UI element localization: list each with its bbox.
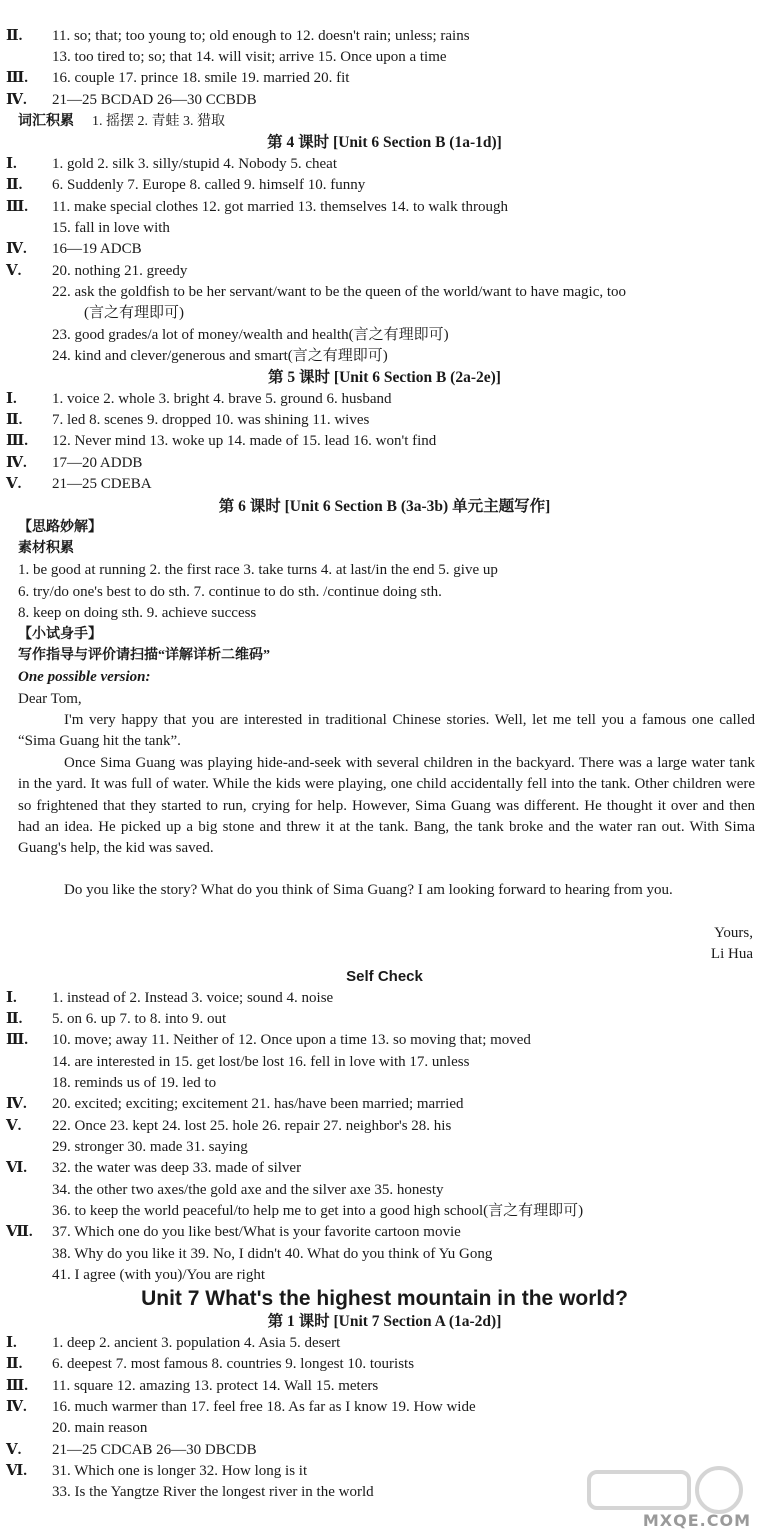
- row-number: Ⅲ.: [6, 1378, 29, 1394]
- answer-row: [0, 26, 769, 47]
- answer-row: [0, 90, 769, 111]
- row-number: Ⅲ.: [6, 70, 29, 86]
- section-label: 【思路妙解】: [18, 520, 102, 535]
- row-text: 1. voice 2. whole 3. bright 4. brave 5. ground 6. husband: [52, 391, 392, 407]
- row-text: 11. so; that; too young to; old enough to 12. doesn't rain; unless; rains: [52, 28, 470, 44]
- row-number: Ⅰ.: [6, 156, 17, 172]
- section-title: Self Check: [346, 968, 423, 985]
- answer-row: [0, 453, 769, 474]
- vocab-text: 1. 摇摆 2. 青蛙 3. 猎取: [92, 114, 225, 129]
- row-number: Ⅱ.: [6, 1356, 23, 1372]
- row-number: Ⅳ.: [6, 241, 27, 257]
- answer-row: [0, 1265, 769, 1286]
- row-text: 41. I agree (with you)/You are right: [52, 1267, 266, 1283]
- answer-row: [0, 1201, 769, 1222]
- answer-row: [0, 282, 769, 303]
- row-number: Ⅰ.: [6, 1335, 17, 1351]
- answer-row: [0, 175, 769, 196]
- row-number: Ⅳ.: [6, 1399, 27, 1415]
- row-number: Ⅱ.: [6, 412, 23, 428]
- row-number: Ⅶ.: [6, 1224, 33, 1240]
- row-text: 24. kind and clever/generous and smart(言之有理即可): [52, 348, 388, 364]
- letter-signature: Li Hua: [710, 946, 753, 962]
- row-text: 5. on 6. up 7. to 8. into 9. out: [52, 1011, 227, 1027]
- row-text: 1. instead of 2. Instead 3. voice; sound 4. noise: [52, 990, 334, 1006]
- watermark-text: MXQE.COM: [642, 1511, 751, 1530]
- row-number: Ⅵ.: [6, 1463, 27, 1479]
- row-text: 13. too tired to; so; that 14. will visit; arrive 15. Once upon a time: [52, 49, 447, 65]
- answer-row: [0, 261, 769, 282]
- answer-row: [0, 1397, 769, 1418]
- answer-row: [0, 154, 769, 175]
- row-text: 20. nothing 21. greedy: [52, 263, 188, 279]
- answer-row: [0, 1180, 769, 1201]
- answer-row: [0, 1440, 769, 1461]
- row-text: 37. Which one do you like best/What is your favorite cartoon movie: [52, 1224, 461, 1240]
- lesson-title: 第 5 课时 [Unit 6 Section B (2a-2e)]: [268, 369, 501, 386]
- answer-row: [0, 1094, 769, 1115]
- letter-closing: Yours,: [714, 925, 753, 941]
- row-text: 11. make special clothes 12. got married 13. themselves 14. to walk through: [52, 199, 509, 215]
- vocab-row: [0, 111, 769, 132]
- lesson-title: 第 1 课时 [Unit 7 Section A (1a-2d)]: [267, 1313, 502, 1330]
- row-number: Ⅴ.: [6, 263, 22, 279]
- guide-text: 写作指导与评价请扫描“详解详析二维码”: [18, 648, 270, 663]
- row-number: Ⅱ.: [6, 177, 23, 193]
- vocab-label: 词汇积累: [18, 114, 74, 129]
- row-text: 32. the water was deep 33. made of silver: [52, 1160, 302, 1176]
- answer-row: [0, 1376, 769, 1397]
- answer-row: [0, 474, 769, 495]
- answer-row: [0, 197, 769, 218]
- row-text: 6. Suddenly 7. Europe 8. called 9. himself 10. funny: [52, 177, 366, 193]
- row-text: 10. move; away 11. Neither of 12. Once upon a time 13. so moving that; moved: [52, 1032, 531, 1048]
- row-number: Ⅲ.: [6, 199, 29, 215]
- section-label: 素材积累: [18, 541, 74, 556]
- row-number: Ⅳ.: [6, 455, 27, 471]
- version-label: One possible version:: [18, 669, 151, 685]
- row-text: 31. Which one is longer 32. How long is it: [52, 1463, 308, 1479]
- row-number: Ⅰ.: [6, 990, 17, 1006]
- letter-greeting: Dear Tom,: [18, 691, 82, 707]
- section-label: 【小试身手】: [18, 627, 102, 642]
- material-line: 6. try/do one's best to do sth. 7. continue to do sth. /continue doing sth.: [18, 584, 442, 600]
- answer-row: [0, 389, 769, 410]
- answer-row: [0, 303, 769, 324]
- row-text: 21—25 CDEBA: [52, 476, 152, 492]
- row-text: 34. the other two axes/the gold axe and the silver axe 35. honesty: [52, 1182, 444, 1198]
- row-text: 36. to keep the world peaceful/to help me to get into a good high school(言之有理即可): [52, 1203, 584, 1219]
- answer-row: [0, 239, 769, 260]
- row-text: 20. excited; exciting; excitement 21. has/have been married; married: [52, 1096, 464, 1112]
- row-text: 14. are interested in 15. get lost/be lost 16. fell in love with 17. unless: [52, 1054, 470, 1070]
- row-text: 1. gold 2. silk 3. silly/stupid 4. Nobody 5. cheat: [52, 156, 337, 172]
- row-text: (言之有理即可): [84, 305, 184, 321]
- material-line: 1. be good at running 2. the first race 3. take turns 4. at last/in the end 5. give up: [18, 562, 498, 578]
- row-number: Ⅱ.: [6, 28, 23, 44]
- row-number: Ⅳ.: [6, 92, 27, 108]
- row-text: 22. Once 23. kept 24. lost 25. hole 26. repair 27. neighbor's 28. his: [52, 1118, 452, 1134]
- row-text: 33. Is the Yangtze River the longest river in the world: [52, 1484, 374, 1500]
- row-number: Ⅵ.: [6, 1160, 27, 1176]
- row-text: 16—19 ADCB: [52, 241, 142, 257]
- row-text: 23. good grades/a lot of money/wealth and health(言之有理即可): [52, 327, 449, 343]
- letter-paragraph: I'm very happy that you are interested in traditional Chinese stories. Well, let me tell you a famous one called “Sima Guang hit the tank”.: [18, 712, 755, 750]
- row-text: 12. Never mind 13. woke up 14. made of 15. lead 16. won't find: [52, 433, 437, 449]
- row-text: 20. main reason: [52, 1420, 148, 1436]
- answer-row: [0, 1354, 769, 1375]
- row-text: 21—25 BCDAD 26—30 CCBDB: [52, 92, 257, 108]
- row-number: Ⅰ.: [6, 391, 17, 407]
- answer-row: [0, 1333, 769, 1354]
- answer-row: [0, 1222, 769, 1243]
- answer-row: [0, 68, 769, 89]
- answer-row: [0, 1137, 769, 1158]
- material-line: 8. keep on doing sth. 9. achieve success: [18, 605, 257, 621]
- letter-paragraph: Once Sima Guang was playing hide-and-seek with several children in the backyard. There was a large water tank in the yard. It was full of water. While the kids were playing, one child accidentally fell into the tank. Other children were so frightened that they started to run, crying for help. However, Sima Guang was different. He thought it over and then had an idea. He picked up a big stone and threw it at the tank. Bang, the tank broke and the water ran out. With Sima Guang's help, the kid was saved.: [18, 755, 755, 857]
- row-number: Ⅳ.: [6, 1096, 27, 1112]
- row-text: 1. deep 2. ancient 3. population 4. Asia 5. desert: [52, 1335, 341, 1351]
- lesson-title: 第 6 课时 [Unit 6 Section B (3a-3b) 单元主题写作]: [218, 498, 551, 515]
- row-text: 22. ask the goldfish to be her servant/want to be the queen of the world/want to have magic, too: [52, 284, 627, 300]
- row-number: Ⅲ.: [6, 433, 29, 449]
- row-text: 38. Why do you like it 39. No, I didn't 40. What do you think of Yu Gong: [52, 1246, 493, 1262]
- answer-row: [0, 1244, 769, 1265]
- row-text: 16. couple 17. prince 18. smile 19. married 20. fit: [52, 70, 350, 86]
- row-text: 6. deepest 7. most famous 8. countries 9. longest 10. tourists: [52, 1356, 415, 1372]
- row-number: Ⅴ.: [6, 476, 22, 492]
- answer-row: [0, 1073, 769, 1094]
- row-text: 17—20 ADDB: [52, 455, 143, 471]
- answer-row: [0, 325, 769, 346]
- answer-row: [0, 1418, 769, 1439]
- unit-title: Unit 7 What's the highest mountain in the world?: [141, 1287, 628, 1310]
- answer-row: [0, 1009, 769, 1030]
- answer-row: [0, 1030, 769, 1051]
- answer-row: [0, 1158, 769, 1179]
- row-text: 29. stronger 30. made 31. saying: [52, 1139, 248, 1155]
- row-number: Ⅲ.: [6, 1032, 29, 1048]
- answer-row: [0, 988, 769, 1009]
- row-number: Ⅴ.: [6, 1442, 22, 1458]
- answer-row: [0, 431, 769, 452]
- row-text: 11. square 12. amazing 13. protect 14. Wall 15. meters: [52, 1378, 379, 1394]
- answer-row: [0, 1052, 769, 1073]
- lesson-title: 第 4 课时 [Unit 6 Section B (1a-1d)]: [267, 134, 502, 151]
- row-number: Ⅴ.: [6, 1118, 22, 1134]
- answer-row: [0, 1116, 769, 1137]
- row-text: 7. led 8. scenes 9. dropped 10. was shining 11. wives: [52, 412, 370, 428]
- answer-row: [0, 218, 769, 239]
- row-number: Ⅱ.: [6, 1011, 23, 1027]
- row-text: 16. much warmer than 17. feel free 18. As far as I know 19. How wide: [52, 1399, 476, 1415]
- letter-paragraph: Do you like the story? What do you think of Sima Guang? I am looking forward to hearing from you.: [64, 882, 673, 898]
- row-text: 21—25 CDCAB 26—30 DBCDB: [52, 1442, 257, 1458]
- row-text: 15. fall in love with: [52, 220, 170, 236]
- answer-row: [0, 410, 769, 431]
- answer-row: [0, 47, 769, 68]
- row-text: 18. reminds us of 19. led to: [52, 1075, 217, 1091]
- answer-row: [0, 346, 769, 367]
